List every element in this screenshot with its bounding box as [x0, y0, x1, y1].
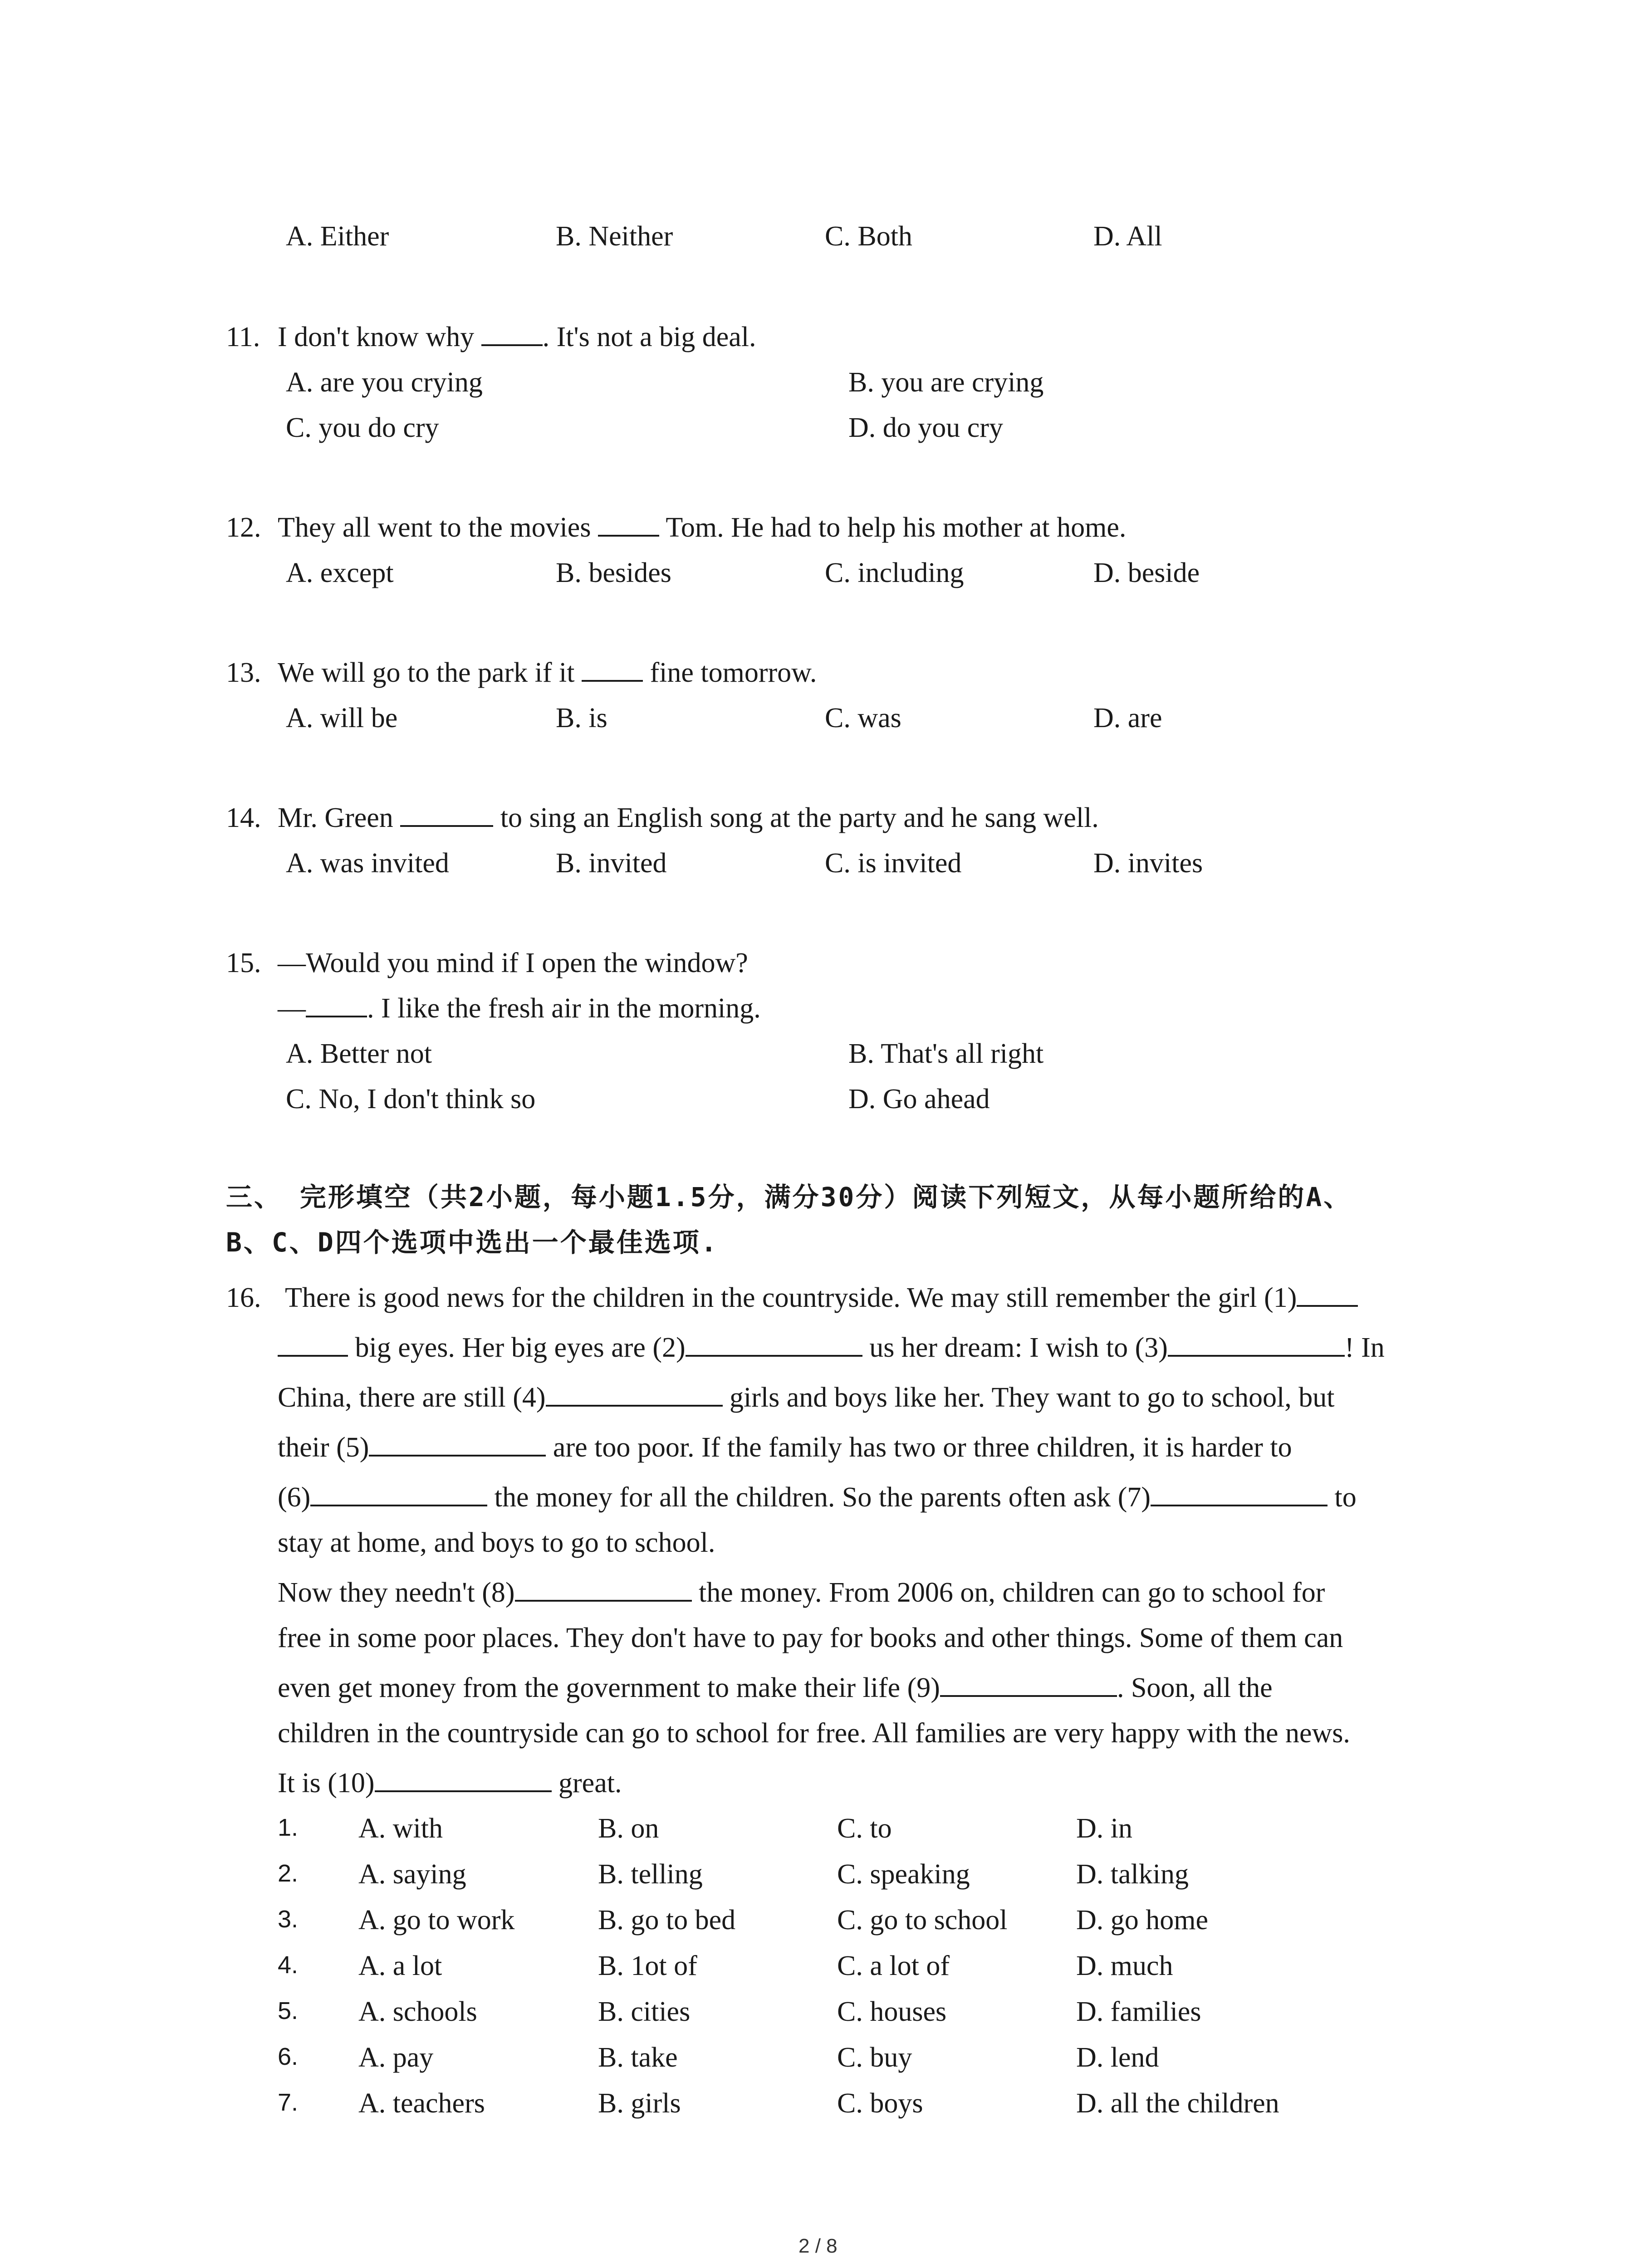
question-number: 12.: [226, 512, 261, 543]
q15-option-b: B. That's all right: [848, 1038, 1044, 1069]
choice-option: A. go to work: [358, 1905, 515, 1936]
choice-option: B. on: [598, 1813, 659, 1844]
choice-option: A. with: [358, 1813, 443, 1844]
q10-option-c: C. Both: [825, 221, 912, 252]
q10-option-d: D. All: [1093, 221, 1162, 252]
page-number: 2 / 8: [798, 2235, 838, 2257]
question-reply: — . I like the fresh air in the morning.: [278, 993, 761, 1024]
choice-option: B. girls: [598, 2088, 681, 2119]
choice-number: 2.: [278, 1860, 299, 1887]
answer-blank: [278, 1334, 348, 1357]
q11-option-d: D. do you cry: [848, 412, 1003, 443]
answer-blank: [582, 659, 643, 682]
passage-line: children in the countryside can go to school for free. All families are very happy with the news.: [278, 1718, 1350, 1749]
q11-option-c: C. you do cry: [286, 412, 439, 443]
passage-line: China, there are still (4) girls and boys like her. They want to go to school, but: [278, 1382, 1335, 1413]
answer-blank: [940, 1674, 1117, 1697]
q11-option-a: A. are you crying: [286, 367, 483, 398]
passage-line: There is good news for the children in the countryside. We may still remember the girl (1): [285, 1284, 1358, 1312]
passage-line: even get money from the government to make their life (9) . Soon, all the: [278, 1672, 1273, 1703]
q15-option-d: D. Go ahead: [848, 1084, 990, 1114]
q14-option-a: A. was invited: [286, 848, 449, 879]
choice-number: 7.: [278, 2089, 299, 2116]
choice-option: B. telling: [598, 1859, 703, 1890]
choice-option: D. much: [1076, 1950, 1173, 1981]
section-heading-line2: B、C、D四个选项中选出一个最佳选项.: [226, 1227, 719, 1258]
q15-option-a: A. Better not: [286, 1038, 432, 1069]
q12-option-d: D. beside: [1093, 557, 1200, 588]
answer-blank: [1168, 1334, 1345, 1357]
passage-line: (6) the money for all the children. So the parents often ask (7) to: [278, 1482, 1357, 1513]
answer-blank: [515, 1579, 692, 1602]
answer-blank: [306, 995, 367, 1017]
question-number: 11.: [226, 322, 260, 352]
question-stem: —Would you mind if I open the window?: [278, 948, 748, 978]
answer-blank: [598, 514, 659, 537]
question-number: 13.: [226, 657, 261, 688]
choice-number: 1.: [278, 1814, 299, 1841]
answer-blank: [375, 1769, 552, 1792]
choice-option: C. houses: [837, 1996, 947, 2027]
answer-blank: [369, 1434, 546, 1457]
choice-option: D. go home: [1076, 1905, 1209, 1936]
choice-option: B. 1ot of: [598, 1950, 697, 1981]
passage-line: free in some poor places. They don't have to pay for books and other things. Some of them can: [278, 1623, 1343, 1653]
passage-line: Now they needn't (8) the money. From 2006 on, children can go to school for: [278, 1577, 1325, 1608]
q11-option-b: B. you are crying: [848, 367, 1044, 398]
section-heading-line1: 三、 完形填空（共2小题，每小题1.5分，满分30分）阅读下列短文，从每小题所给的A、: [226, 1182, 1352, 1212]
answer-blank: [686, 1334, 862, 1357]
question-number: 15.: [226, 948, 261, 978]
q14-option-c: C. is invited: [825, 848, 962, 879]
choice-option: D. families: [1076, 1996, 1201, 2027]
question-stem: We will go to the park if it fine tomorrow.: [278, 657, 817, 688]
answer-blank: [310, 1484, 487, 1506]
passage-line: their (5) are too poor. If the family has two or three children, it is harder to: [278, 1432, 1292, 1463]
q13-option-d: D. are: [1093, 703, 1162, 733]
choice-option: A. saying: [358, 1859, 466, 1890]
choice-option: D. lend: [1076, 2042, 1159, 2073]
passage-line: big eyes. Her big eyes are (2) us her dream: I wish to (3) ! In: [278, 1334, 1385, 1362]
answer-blank: [400, 804, 493, 827]
q10-option-a: A. Either: [286, 221, 389, 252]
choice-option: C. to: [837, 1813, 892, 1844]
choice-number: 4.: [278, 1951, 299, 1979]
choice-option: B. cities: [598, 1996, 691, 2027]
question-stem: I don't know why . It's not a big deal.: [278, 322, 756, 352]
q14-option-b: B. invited: [556, 848, 667, 879]
choice-option: B. take: [598, 2042, 678, 2073]
q12-option-c: C. including: [825, 557, 964, 588]
choice-number: 3.: [278, 1906, 299, 1933]
passage-line: stay at home, and boys to go to school.: [278, 1527, 715, 1558]
q13-option-c: C. was: [825, 703, 901, 733]
choice-option: C. speaking: [837, 1859, 970, 1890]
answer-blank: [546, 1384, 723, 1407]
choice-option: C. boys: [837, 2088, 923, 2119]
choice-option: A. pay: [358, 2042, 434, 2073]
question-number: 14.: [226, 802, 261, 833]
choice-option: A. teachers: [358, 2088, 485, 2119]
choice-option: D. all the children: [1076, 2088, 1279, 2119]
q12-option-b: B. besides: [556, 557, 671, 588]
choice-option: D. talking: [1076, 1859, 1189, 1890]
choice-number: 5.: [278, 1997, 299, 2024]
question-stem: They all went to the movies Tom. He had to help his mother at home.: [278, 512, 1127, 543]
q15-option-c: C. No, I don't think so: [286, 1084, 536, 1114]
choice-option: C. a lot of: [837, 1950, 950, 1981]
q14-option-d: D. invites: [1093, 848, 1203, 879]
choice-option: C. buy: [837, 2042, 912, 2073]
choice-option: A. a lot: [358, 1950, 442, 1981]
q10-option-b: B. Neither: [556, 221, 673, 252]
question-stem: Mr. Green to sing an English song at the party and he sang well.: [278, 802, 1099, 833]
answer-blank: [481, 323, 543, 346]
choice-option: C. go to school: [837, 1905, 1008, 1936]
q13-option-b: B. is: [556, 703, 607, 733]
choice-number: 6.: [278, 2043, 299, 2070]
q13-option-a: A. will be: [286, 703, 398, 733]
passage-line: It is (10) great.: [278, 1768, 622, 1799]
answer-blank: [1151, 1484, 1327, 1506]
choice-option: D. in: [1076, 1813, 1132, 1844]
q12-option-a: A. except: [286, 557, 394, 588]
choice-option: B. go to bed: [598, 1905, 736, 1936]
answer-blank: [1297, 1284, 1358, 1307]
choice-option: A. schools: [358, 1996, 477, 2027]
question-number: 16.: [226, 1282, 261, 1313]
